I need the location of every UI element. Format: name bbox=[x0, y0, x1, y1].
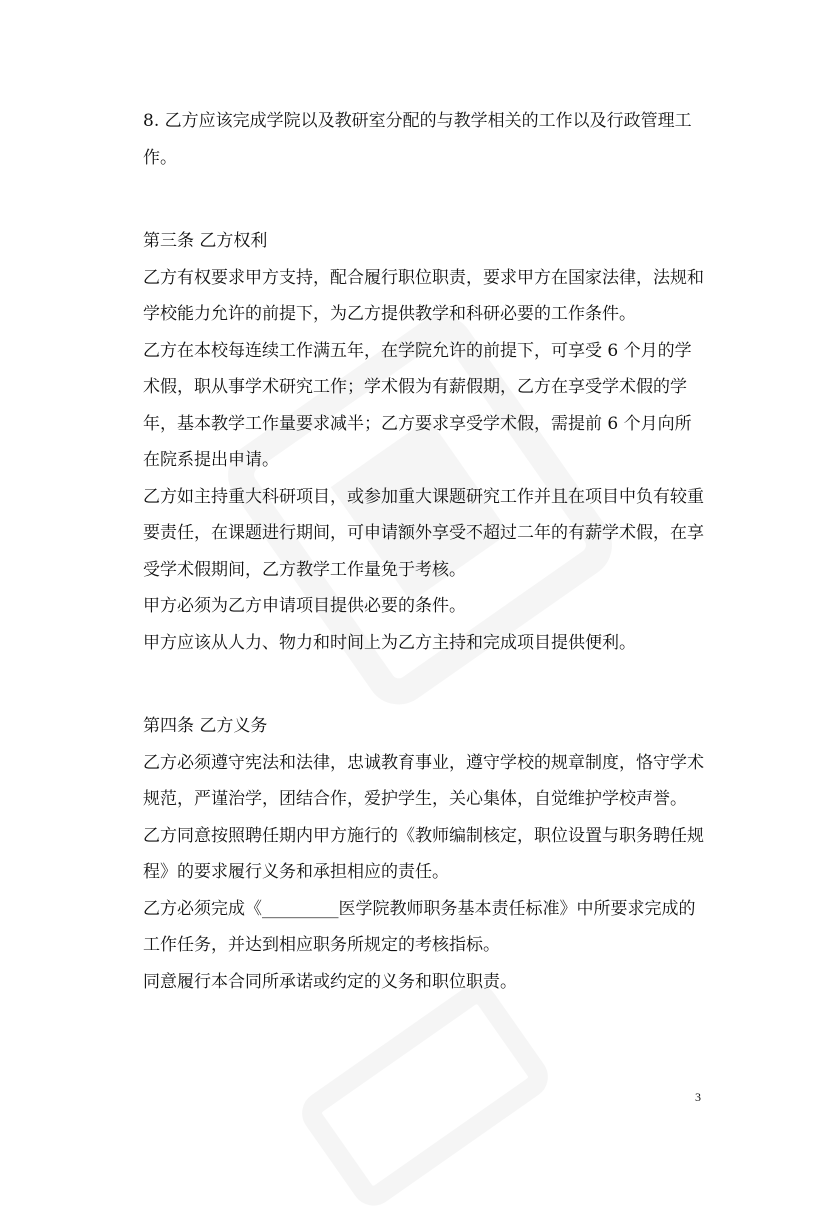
paragraph-obligations-3: 乙方必须完成《_________医学院教师职务基本责任标准》中所要求完成的工作任务，并达到相应职务所规定的考核指标。 bbox=[143, 898, 696, 955]
section-heading-rights: 第三条 乙方权利 bbox=[143, 231, 268, 251]
page-number: 3 bbox=[695, 1090, 701, 1104]
section-gap bbox=[143, 176, 705, 223]
paragraph-item-8: 8. 乙方应该完成学院以及教研室分配的与教学相关的工作以及行政管理工作。 bbox=[143, 111, 692, 168]
section-gap bbox=[143, 661, 705, 708]
paragraph-rights-4: 甲方必须为乙方申请项目提供必要的条件。 bbox=[143, 596, 466, 616]
paragraph-obligations-1: 乙方必须遵守宪法和法律，忠诚教育事业，遵守学校的规章制度，恪守学术规范，严谨治学，团结合作，爱护学生，关心集体，自觉维护学校声誉。 bbox=[143, 752, 704, 809]
section-heading-obligations: 第四条 乙方义务 bbox=[143, 716, 268, 736]
document-body bbox=[143, 103, 705, 1000]
paragraph-rights-5: 甲方应该从人力、物力和时间上为乙方主持和完成项目提供便利。 bbox=[143, 632, 636, 653]
paragraph-obligations-2: 乙方同意按照聘任期内甲方施行的《教师编制核定，职位设置与职务聘任规程》的要求履行义务和承担相应的责任。 bbox=[143, 825, 704, 882]
paragraph-rights-3: 乙方如主持重大科研项目，或参加重大课题研究工作并且在项目中负有较重要责任，在课题进行期间，可申请额外享受不超过二年的有薪学术假，在享受学术假期间，乙方教学工作量免于考核。 bbox=[143, 486, 704, 580]
paragraph-rights-2: 乙方在本校每连续工作满五年，在学院允许的前提下，可享受 6 个月的学术假，职从事学术研究工作；学术假为有薪假期，乙方在享受学术假的学年，基本教学工作量要求减半；乙方要求享受学术假，需提前 6 个月向所在院系提出申请。 bbox=[143, 340, 692, 470]
paragraph-rights-1: 乙方有权要求甲方支持，配合履行职位职责，要求甲方在国家法律，法规和学校能力允许的前提下，为乙方提供教学和科研必要的工作条件。 bbox=[143, 267, 704, 324]
watermark-logo-bottom bbox=[280, 962, 571, 1228]
paragraph-obligations-4: 同意履行本合同所承诺或约定的义务和职位职责。 bbox=[143, 971, 517, 992]
